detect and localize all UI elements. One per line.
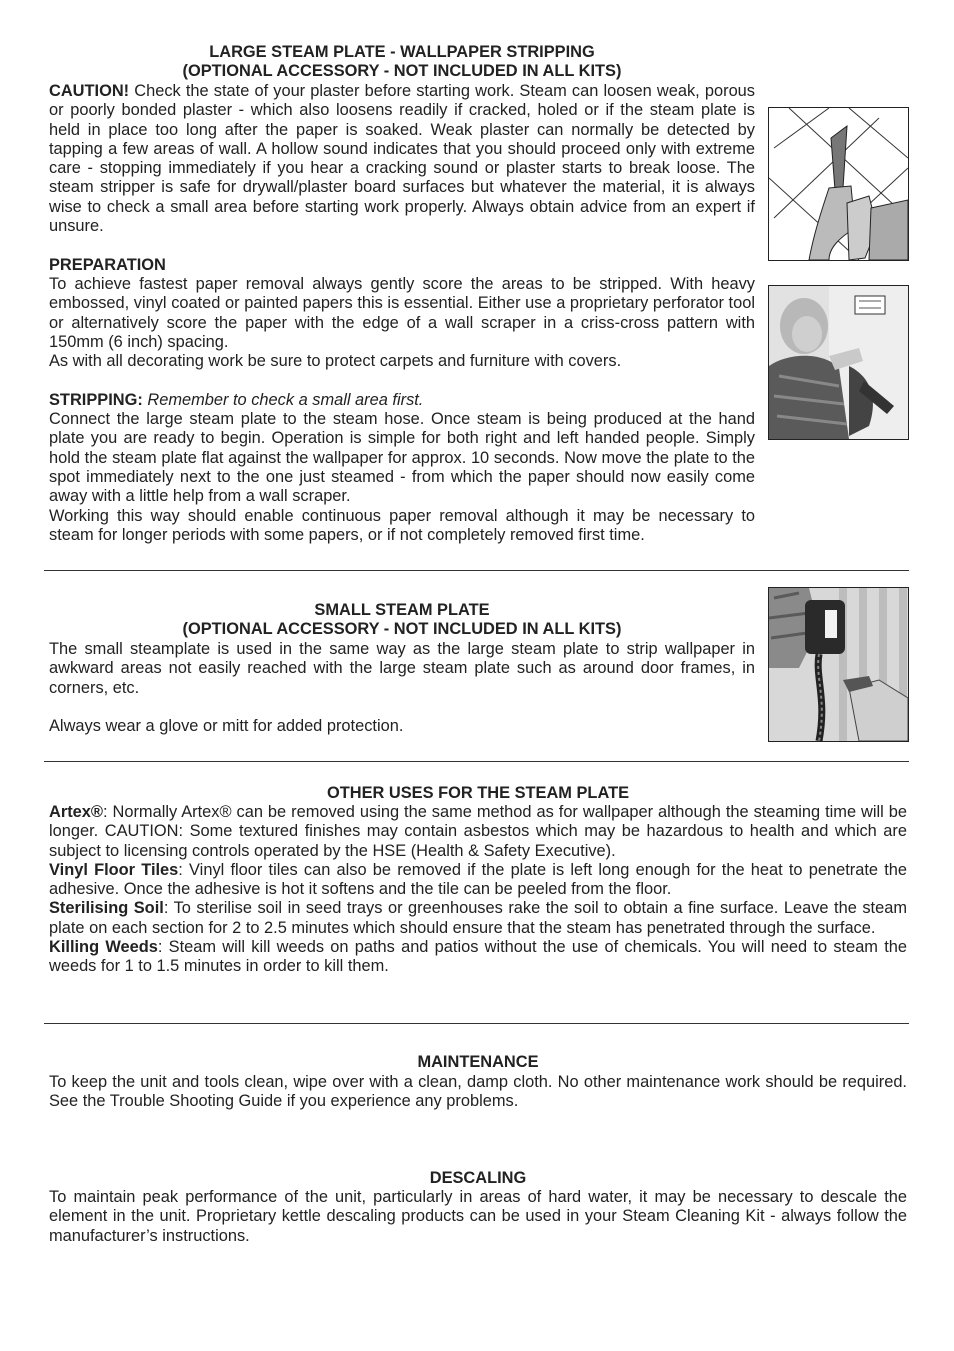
other-uses-title: OTHER USES FOR THE STEAM PLATE xyxy=(326,784,630,802)
vinyl-paragraph xyxy=(49,861,907,900)
other-uses-body xyxy=(49,803,907,977)
weeds-text: : Steam will kill weeds on paths and patios without the use of chemicals. You will need to steam the weeds for 1 to 1.5 minutes in order to kill them. xyxy=(49,938,907,976)
large-plate-body xyxy=(49,82,755,545)
divider-2 xyxy=(44,761,909,762)
soil-label: Sterilising Soil xyxy=(49,899,164,918)
small-plate-text: The small steamplate is used in the same way as the large steam plate to strip wallpaper in awkward areas not easily reached with the large steam plate such as around door frames, in corners, etc. xyxy=(49,640,755,697)
descaling-text: To maintain peak performance of the unit, particularly in areas of hard water, it may be necessary to descale the element in the unit. Proprietary kettle descaling products can be used in your Steam Cleaning Kit - always follow the manufacturer’s instructions. xyxy=(49,1188,907,1245)
woman-scoring-photo xyxy=(768,285,909,440)
soil-text: : To sterilise soil in seed trays or greenhouses rake the soil to obtain a fine surface. Leave the steam plate on each section for 2 to 2.5 minutes which should ensure that the steam has penetrated through the surface. xyxy=(49,899,907,937)
maintenance-text: To keep the unit and tools clean, wipe over with a clean, damp cloth. No other maintenance work should be required. See the Trouble Shooting Guide if you experience any problems. xyxy=(49,1073,907,1111)
large-plate-title-line2: (OPTIONAL ACCESSORY - NOT INCLUDED IN ALL KITS) xyxy=(182,62,622,81)
small-plate-title xyxy=(49,601,755,640)
small-plate-text-2: Always wear a glove or mitt for added protection. xyxy=(49,717,404,736)
vinyl-text: : Vinyl floor tiles can also be removed if the plate is left long enough for the heat to penetrate the adhesive. Once the adhesive is hot it softens and the tile can be peeled from the floor. xyxy=(49,860,907,899)
stripping-text-2: Working this way should enable continuous paper removal although it may be necessary to steam for longer periods with some papers, or if not completely removed first time. xyxy=(49,506,755,544)
small-plate-title-line1: SMALL STEAM PLATE xyxy=(314,601,490,619)
maintenance-body xyxy=(49,1073,907,1112)
stripping-heading xyxy=(49,391,755,410)
weeds-paragraph xyxy=(49,938,907,977)
maintenance-title: MAINTENANCE xyxy=(417,1053,539,1071)
divider-1 xyxy=(44,570,909,571)
vinyl-label: Vinyl Floor Tiles xyxy=(49,860,179,879)
scoring-illustration xyxy=(768,107,909,261)
artex-label: Artex® xyxy=(49,803,103,821)
preparation-text-2: As with all decorating work be sure to protect carpets and furniture with covers. xyxy=(49,352,622,371)
large-plate-title xyxy=(49,43,755,82)
stripping-label: STRIPPING: xyxy=(49,390,143,409)
preparation-heading: PREPARATION xyxy=(49,255,166,274)
stripping-text: Connect the large steam plate to the steam hose. Once steam is being produced at the hand plate you are ready to begin. Operation is simple for both right and left handed people. Simply hold the steam plate flat against the wallpaper for approx. 10 seconds. Now move the plate to the spot immediately next to the one just steamed - from which the paper should now easily come away with a little help from a wall scraper. xyxy=(49,410,755,506)
artex-text: : Normally Artex® can be removed using the same method as for wallpaper although the steaming time will be longer. CAUTION: Some textured finishes may contain asbestos which may be hazardous to health and which are subject to licensing controls operated by the HSE (Health & Safety Executive). xyxy=(49,803,907,860)
small-plate-body xyxy=(49,640,755,736)
caution-text: Check the state of your plaster before starting work. Steam can loosen weak, porous or poorly bonded plaster - which also loosens readily if cracked, holed or if the steam plate is held in place too long after the paper is soaked. Weak plaster can normally be detected by tapping a few areas of wall. A hollow sound indicates that you should proceed only with extreme care - stopping immediately if you hear a cracking sound or plaster starts to break loose. The steam stripper is safe for drywall/plaster board surfaces but whatever the material, it is always wise to check a small area before starting work properly. Always obtain advice from an expert if unsure. xyxy=(49,82,755,236)
small-plate-photo xyxy=(768,587,909,742)
artex-paragraph xyxy=(49,803,907,861)
preparation-text: To achieve fastest paper removal always gently score the areas to be stripped. With heavy embossed, vinyl coated or painted papers this is essential. Either use a proprietary perforator tool or alternatively score the paper with the edge of a wall scraper in a criss-cross pattern with 150mm (6 inch) spacing. xyxy=(49,274,755,351)
weeds-label: Killing Weeds xyxy=(49,938,158,957)
small-plate-title-line2: (OPTIONAL ACCESSORY - NOT INCLUDED IN ALL KITS) xyxy=(182,620,622,639)
soil-paragraph xyxy=(49,899,907,938)
divider-3 xyxy=(44,1023,909,1024)
caution-paragraph xyxy=(49,82,755,236)
descaling-body xyxy=(49,1188,907,1246)
caution-label: CAUTION! xyxy=(49,82,130,100)
stripping-note: Remember to check a small area first. xyxy=(142,390,424,409)
descaling-title: DESCALING xyxy=(429,1169,527,1187)
large-plate-title-line1: LARGE STEAM PLATE - WALLPAPER STRIPPING xyxy=(209,43,595,61)
